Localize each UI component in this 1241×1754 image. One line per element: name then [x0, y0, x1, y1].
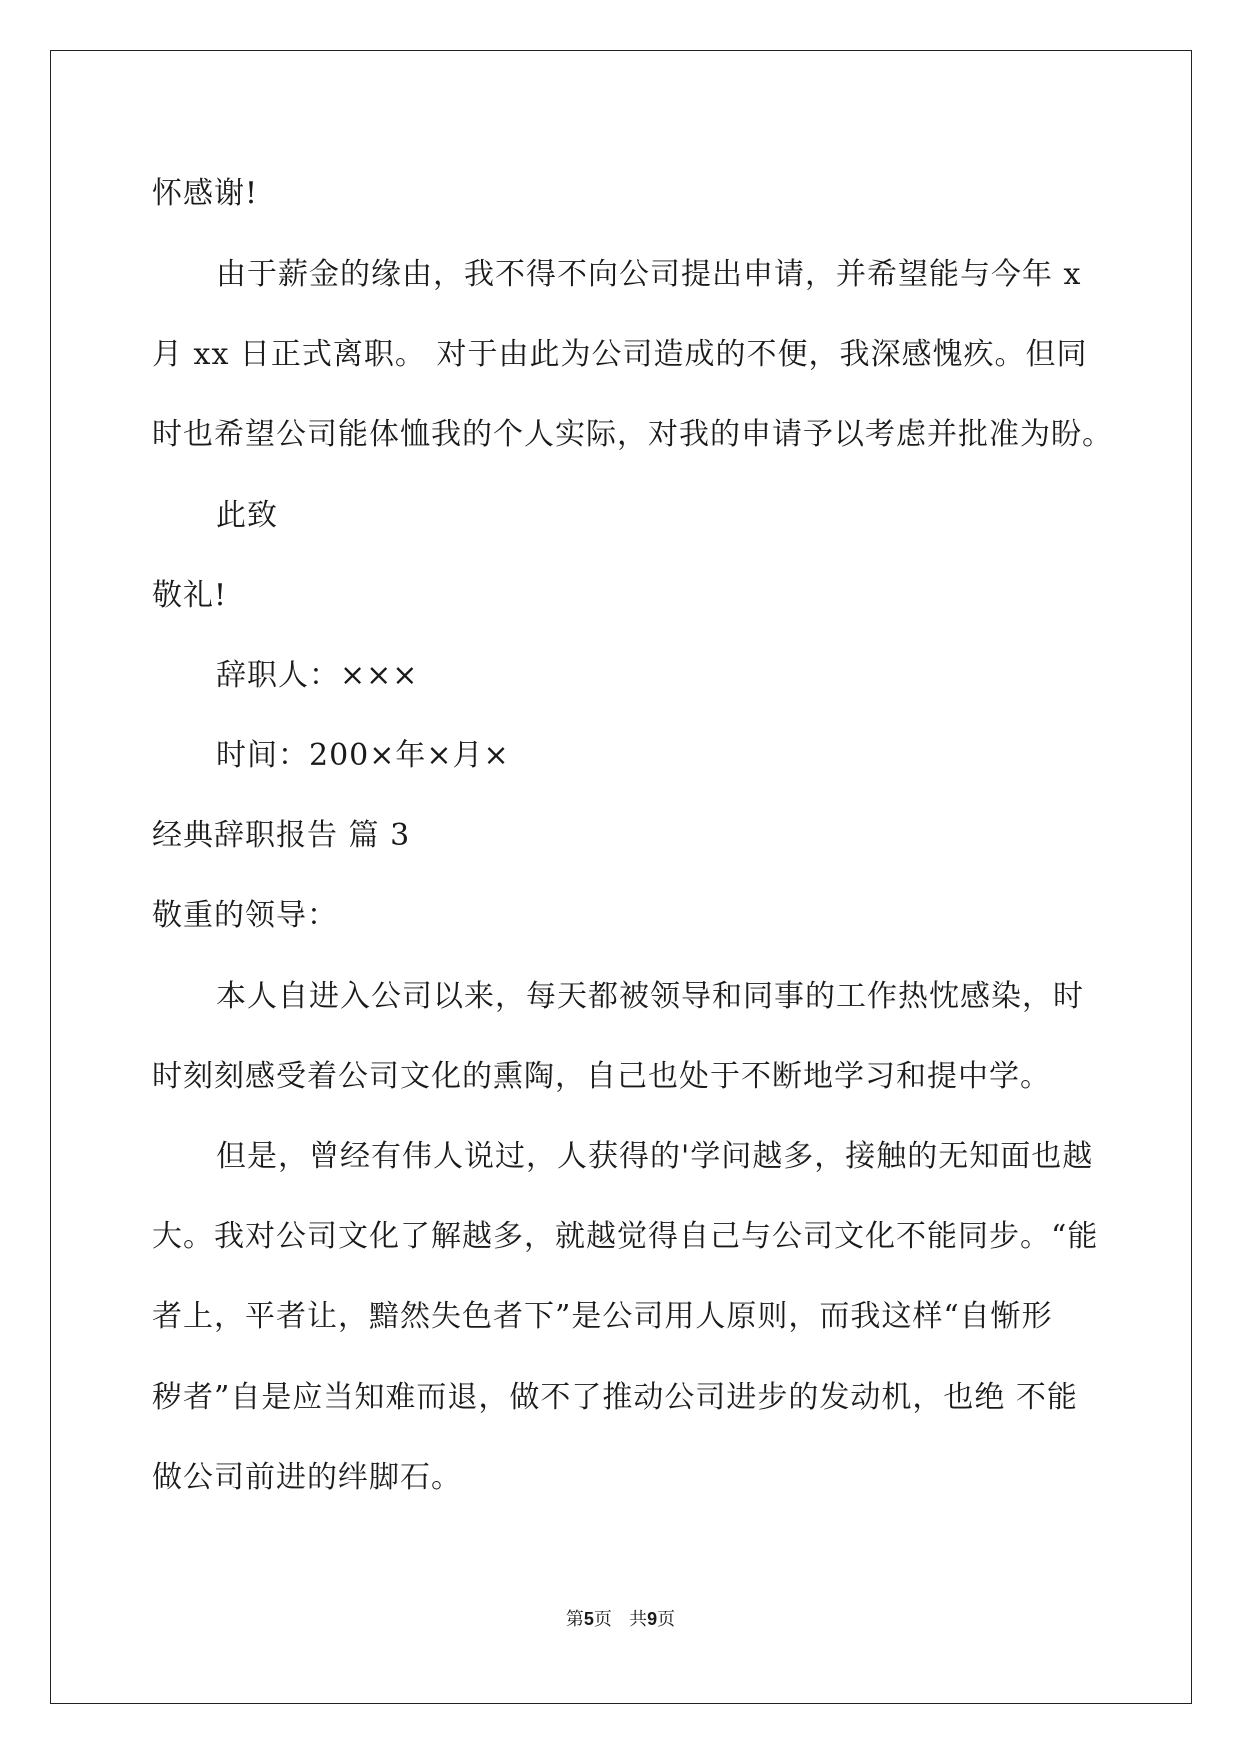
page-current: 5: [583, 1609, 594, 1629]
text-line: 辞职人：×××: [216, 658, 419, 693]
text-line: 秽者”自是应当知难而退，做不了推动公司进步的发动机，也绝 不能: [152, 1380, 1078, 1415]
text-line: 此致: [216, 498, 278, 533]
text-line: 时刻刻感受着公司文化的熏陶，自己也处于不断地学习和提中学。: [152, 1059, 1051, 1094]
page-mid: 页 共: [593, 1609, 648, 1630]
text-line: 敬礼!: [152, 578, 228, 613]
text-line: 本人自进入公司以来，每天都被领导和同事的工作热忱感染，时: [216, 979, 1084, 1014]
text-line: 由于薪金的缘由，我不得不向公司提出申请，并希望能与今年 x: [216, 257, 1082, 292]
text-line: 做公司前进的绊脚石。: [152, 1460, 462, 1495]
page-border: [50, 50, 1192, 1704]
text-line: 者上，平者让，黯然失色者下”是公司用人原则，而我这样“自惭形: [152, 1299, 1053, 1334]
page-number-footer: [0, 1607, 1241, 1632]
text-line: 怀感谢!: [152, 176, 259, 211]
page-prefix: 第: [565, 1609, 584, 1630]
salutation: 敬重的领导：: [152, 898, 338, 933]
page-total: 9: [647, 1609, 658, 1629]
section-heading: 经典辞职报告 篇 3: [152, 818, 411, 853]
text-line: 时也希望公司能体恤我的个人实际，对我的申请予以考虑并批准为盼。: [152, 417, 1113, 452]
text-line: 但是，曾经有伟人说过，人获得的'学问越多，接触的无知面也越: [216, 1139, 1094, 1174]
text-line: 月 xx 日正式离职。 对于由此为公司造成的不便，我深感愧疚。但同: [152, 337, 1088, 372]
text-line: 时间：200×年×月×: [216, 738, 510, 773]
text-line: 大。我对公司文化了解越多，就越觉得自己与公司文化不能同步。“能: [152, 1219, 1099, 1254]
page-suffix: 页: [657, 1609, 676, 1630]
